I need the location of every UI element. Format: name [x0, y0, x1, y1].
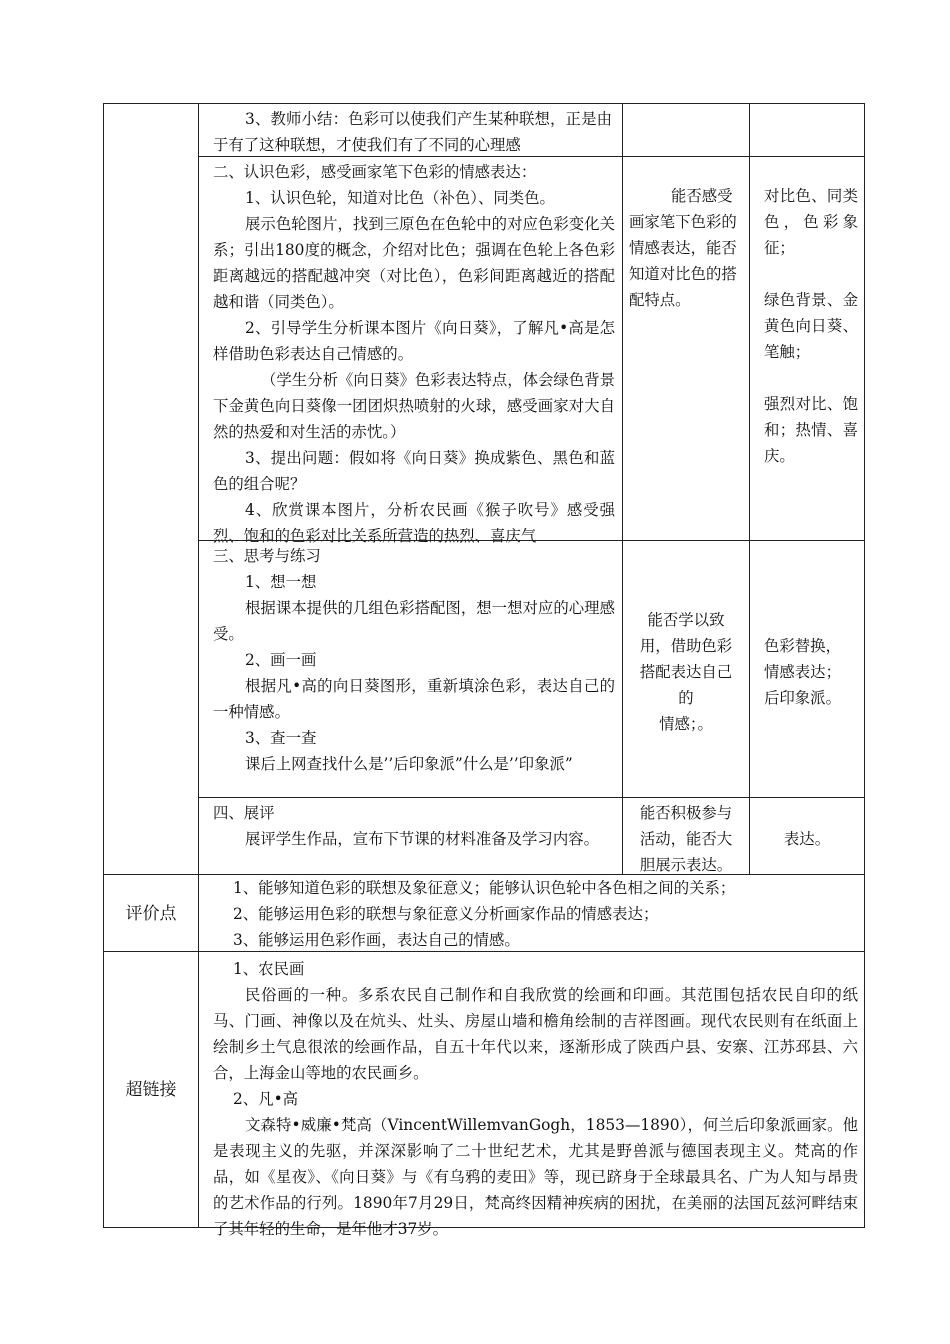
row4-line: 展评学生作品，宣布下节课的材料准备及学习内容。: [245, 830, 599, 848]
row2-keyword: 强烈对比、饱和；热情、喜庆。: [764, 395, 858, 465]
row2-keyword-cell: [749, 156, 865, 541]
row3-assessment-line: 能否学以致: [647, 611, 725, 629]
row2-assessment-cell: [622, 156, 750, 541]
hyperlink-section-body: 民俗画的一种。多系农民自己制作和自我欣赏的绘画和印画。其范围包括农民自印的纸马、门画、神像以及在炕头、灶头、房屋山墙和檐角绘制的吉祥图画。现代农民则有在纸面上绘制乡土气息很浓的绘画作品，自五十年代以来，逐渐形成了陕西户县、安寨、江苏邳县、六合，上海金山等地的农民画乡。: [213, 986, 858, 1082]
evaluation-label: 评价点: [125, 904, 177, 924]
row3-keyword: 后印象派。: [764, 689, 841, 707]
row2-line: 2、引导学生分析课本图片《向日葵》，了解凡•高是怎样借助色彩表达自己情感的。: [213, 319, 615, 363]
row4-assessment-line: 能否积极参与: [639, 804, 733, 822]
row1-activity-line: 3、教师小结：色彩可以使我们产生某种联想，正是由于有了这种联想，才使我们有了不同的心理感: [213, 110, 612, 154]
row4-keyword-cell: [749, 797, 865, 875]
row4-heading: 四、展评: [213, 804, 275, 822]
row3-line: 根据凡•高的向日葵图形，重新填涂色彩，表达自己的一种情感。: [213, 677, 615, 721]
hyperlink-section-title: 1、农民画: [233, 960, 305, 978]
row3-assessment-line: 的: [678, 689, 694, 707]
row2-keyword: 绿色背景、金黄色向日葵、笔触；: [764, 291, 858, 361]
row2-line: 4、欣赏课本图片，分析农民画《猴子吹号》感受强烈、饱和的色彩对比关系所营造的热烈、喜庆气: [213, 501, 615, 545]
row2-line: （学生分析《向日葵》色彩表达特点，体会绿色背景下金黄色向日葵像一团团炽热喷射的火球，感受画家对大自然的热爱和对生活的赤忱。）: [213, 371, 615, 441]
row3-line: 1、想一想: [245, 573, 317, 591]
row2-line: 展示色轮图片，找到三原色在色轮中的对应色彩变化关系；引出180度的概念，介绍对比色；强调在色轮上各色彩距离越远的搭配越冲突（对比色），色彩间距离越近的搭配越和谐（同类色）。: [213, 215, 615, 311]
hyperlink-content-cell: [198, 951, 865, 1238]
row3-assessment-cell: [622, 540, 750, 798]
row3-assessment-line: 情感；。: [659, 715, 713, 733]
row4-assessment-line: 胆展示表达。: [639, 856, 733, 874]
row1-assessment-cell: [622, 103, 750, 157]
row2-assessment-text: 能否感受画家笔下色彩的情感表达，能否知道对比色的搭配特点。: [629, 187, 737, 309]
evaluation-content-cell: [198, 874, 865, 952]
row2-heading: 二、认识色彩，感受画家笔下色彩的情感表达：: [213, 163, 537, 181]
evaluation-item: 2、能够运用色彩的联想与象征意义分析画家作品的情感表达；: [233, 905, 659, 923]
row3-heading: 三、思考与练习: [213, 547, 321, 565]
left-empty-cell: [103, 103, 199, 875]
row3-line: 2、画一画: [245, 651, 317, 669]
row3-assessment-line: 搭配表达自己: [639, 663, 733, 681]
row4-activity-cell: [198, 797, 623, 875]
hyperlink-label: 超链接: [125, 1080, 177, 1100]
row2-line: 1、认识色轮，知道对比色（补色）、同类色。: [245, 189, 555, 207]
row3-activity-cell: [198, 540, 623, 798]
row4-assessment-cell: [622, 797, 750, 875]
row4-assessment-line: 活动，能否大: [639, 830, 733, 848]
row3-line: 3、查一查: [245, 729, 317, 747]
evaluation-item: 3、能够运用色彩作画，表达自己的情感。: [233, 931, 520, 949]
row1-keyword-cell: [749, 103, 865, 157]
row2-line: 3、提出问题：假如将《向日葵》换成紫色、黑色和蓝色的组合呢？: [213, 449, 615, 493]
row2-activity-cell: [198, 156, 623, 545]
row1-activity-cell: [198, 103, 623, 157]
row3-keyword-cell: [749, 540, 865, 798]
evaluation-item: 1、能够知道色彩的联想及象征意义；能够认识色轮中各色相之间的关系；: [233, 879, 736, 897]
row3-assessment-line: 用，借助色彩: [639, 637, 733, 655]
row4-keyword: 表达。: [783, 830, 831, 848]
row3-line: 根据课本提供的几组色彩搭配图，想一想对应的心理感受。: [213, 599, 615, 643]
hyperlink-section-body: 文森特•威廉•梵高（VincentWillemvanGogh，1853—1890），何兰后印象派画家。他是表现主义的先驱，并深深影响了二十世纪艺术，尤其是野兽派与德国表现主义。梵高的作品，如《星夜》、《向日葵》与《有乌鸦的麦田》等，现已跻身于全球最具名、广为人知与昂贵的艺术作品的行列。1890年7月29日，梵高终因精神疾病的困扰，在美丽的法国瓦兹河畔结束了其年轻的生命，是年他才37岁。: [213, 1116, 858, 1238]
hyperlink-section-title: 2、凡•高: [233, 1090, 299, 1108]
row2-keyword: 对比色、同类色，色彩象征；: [764, 187, 858, 257]
row3-keyword: 色彩替换，: [764, 637, 841, 655]
evaluation-label-cell: [103, 874, 199, 952]
row3-keyword: 情感表达；: [764, 663, 841, 681]
hyperlink-label-cell: [103, 951, 199, 1228]
row3-line: 课后上网查找什么是’’后印象派”什么是’’印象派”: [245, 755, 573, 773]
